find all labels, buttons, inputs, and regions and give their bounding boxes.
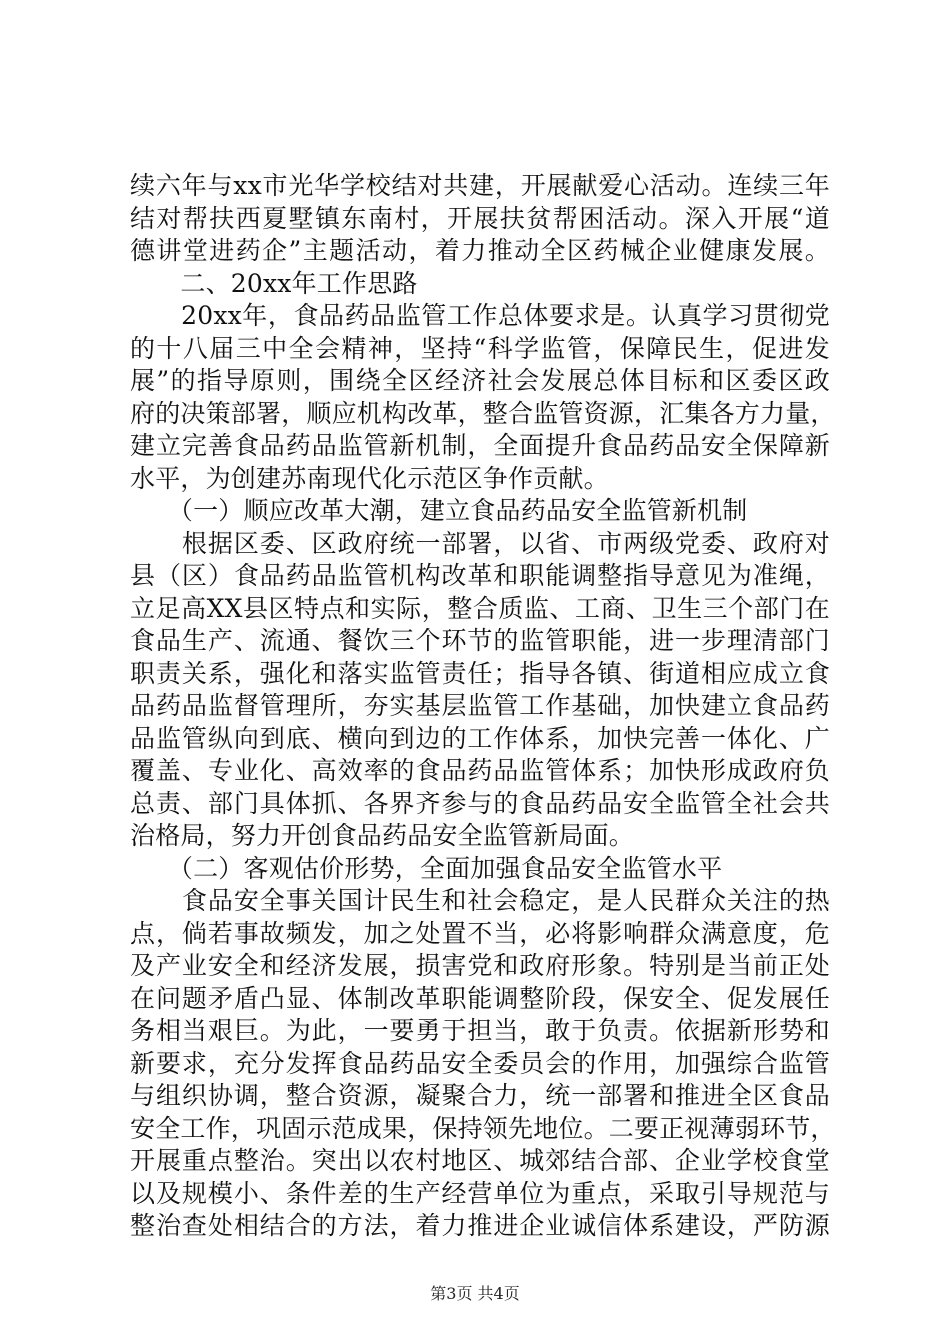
text-line: 安全工作，巩固示范成果，保持领先地位。二要正视薄弱环节， xyxy=(130,1113,836,1143)
text-line: 在问题矛盾凸显、体制改革职能调整阶段，保安全、促发展任 xyxy=(130,983,830,1013)
text-line: 20xx年，食品药品监管工作总体要求是。认真学习贯彻党 xyxy=(130,301,830,330)
text-line: 务相当艰巨。为此，一要勇于担当，敢于负责。依据新形势和 xyxy=(130,1016,830,1045)
text-line: 与组织协调，整合资源，凝聚合力，统一部署和推进全区食品 xyxy=(130,1081,830,1110)
text-line: 职责关系，强化和落实监管责任；指导各镇、街道相应成立食 xyxy=(130,658,830,688)
text-line: 水平，为创建苏南现代化示范区争作贡献。 xyxy=(130,463,609,493)
text-line: 及产业安全和经济发展，损害党和政府形象。特别是当前正处 xyxy=(130,951,830,980)
text-line: 县（区）食品药品监管机构改革和职能调整指导意见为准绳， xyxy=(130,561,830,590)
text-line: 食品生产、流通、餐饮三个环节的监管职能，进一步理清部门 xyxy=(130,626,830,655)
text-line: 开展重点整治。突出以农村地区、城郊结合部、企业学校食堂 xyxy=(130,1146,830,1175)
text-line: （一）顺应改革大潮，建立食品药品安全监管新机制 xyxy=(130,496,748,525)
text-line: 以及规模小、条件差的生产经营单位为重点，采取引导规范与 xyxy=(130,1178,830,1208)
text-line: 根据区委、区政府统一部署，以省、市两级党委、政府对 xyxy=(130,528,830,558)
text-line: 品药品监督管理所，夯实基层监管工作基础，加快建立食品药 xyxy=(130,691,830,720)
text-line: 覆盖、专业化、高效率的食品药品监管体系；加快形成政府负 xyxy=(130,756,830,785)
text-line: 展”的指导原则，围绕全区经济社会发展总体目标和区委区政 xyxy=(130,366,830,395)
text-line: 点，倘若事故频发，加之处置不当，必将影响群众满意度，危 xyxy=(130,918,830,948)
text-line: 建立完善食品药品监管新机制，全面提升食品药品安全保障新 xyxy=(130,431,830,460)
text-line: 整治查处相结合的方法，着力推进企业诚信体系建设，严防源 xyxy=(130,1211,830,1240)
text-line: 立足高XX县区特点和实际，整合质监、工商、卫生三个部门在 xyxy=(130,593,830,623)
text-line: （二）客观估价形势，全面加强食品安全监管水平 xyxy=(130,853,723,883)
text-line: 新要求，充分发挥食品药品安全委员会的作用，加强综合监管 xyxy=(130,1048,830,1078)
text-line: 的十八届三中全会精神，坚持“科学监管，保障民生，促进发 xyxy=(130,333,830,363)
text-line: 总责、部门具体抓、各界齐参与的食品药品安全监管全社会共 xyxy=(130,788,830,818)
text-line: 结对帮扶西夏墅镇东南村，开展扶贫帮困活动。深入开展“道 xyxy=(130,203,830,233)
text-line: 德讲堂进药企”主题活动，着力推动全区药械企业健康发展。 xyxy=(130,236,830,265)
text-line: 二、20xx年工作思路 xyxy=(130,268,418,298)
text-line: 续六年与xx市光华学校结对共建，开展献爱心活动。连续三年 xyxy=(130,171,830,200)
text-line: 食品安全事关国计民生和社会稳定，是人民群众关注的热 xyxy=(130,886,830,915)
text-line: 治格局，努力开创食品药品安全监管新局面。 xyxy=(130,821,635,850)
document-body xyxy=(130,170,836,1243)
text-line: 品监管纵向到底、横向到边的工作体系，加快完善一体化、广 xyxy=(130,723,830,753)
page-footer: 第3页 共4页 xyxy=(430,1284,520,1303)
text-line: 府的决策部署，顺应机构改革，整合监管资源，汇集各方力量， xyxy=(130,398,836,428)
